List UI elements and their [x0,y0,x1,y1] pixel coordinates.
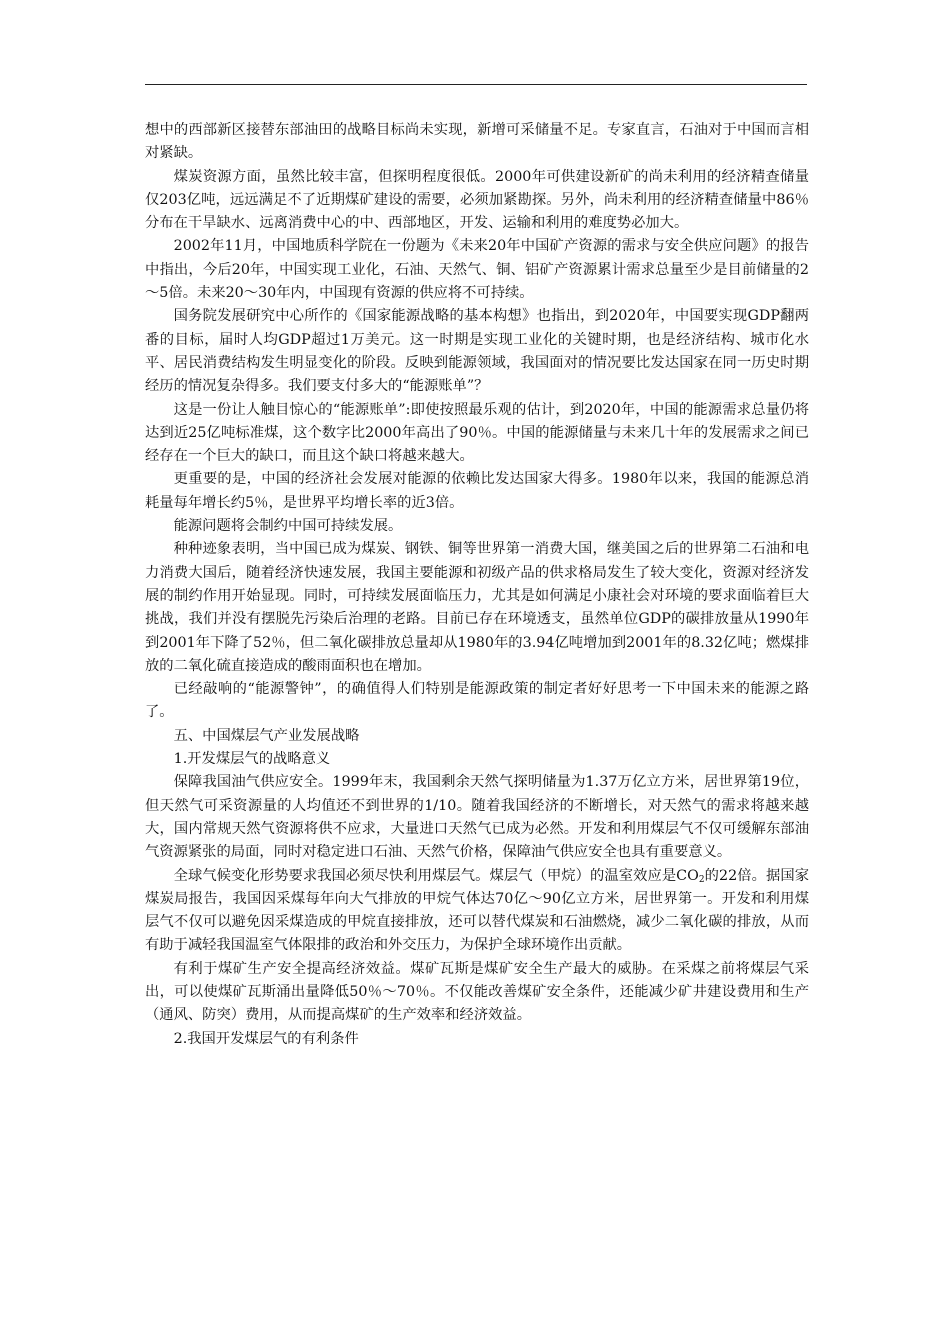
paragraph [145,865,809,958]
subsection-heading: 2.我国开发煤层气的有利条件 [173,1030,359,1047]
paragraph-text: 的22倍。据国家煤炭局报告，我国因采煤每年向大气排放的甲烷气体达70亿～90亿立方米，居世界第一。开发和利用煤层气不仅可以避免因采煤造成的甲烷直接排放，还可以替代煤炭和石油燃烧，减少二氧化碳的排放，从而有助于减轻我国温室气体限排的政治和外交压力，为保护全球环境作出贡献。 [145,867,809,954]
paragraph: 国务院发展研究中心所作的《国家能源战略的基本构想》也指出，到2020年，中国要实现GDP翻两番的目标，届时人均GDP超过1万美元。这一时期是实现工业化的关键时期，也是经济结构、城市化水平、居民消费结构发生明显变化的阶段。反映到能源领域，我国面对的情况要比发达国家在同一历史时期经历的情况复杂得多。我们要支付多大的“能源账单”？ [145,308,809,395]
paragraph: 2002年11月，中国地质科学院在一份题为《未来20年中国矿产资源的需求与安全供应问题》的报告中指出，今后20年，中国实现工业化，石油、天然气、铜、铝矿产资源累计需求总量至少是目前储量的2～5倍。未来20～30年内，中国现有资源的供应将不可持续。 [145,238,809,302]
paragraph: 已经敲响的“能源警钟”，的确值得人们特别是能源政策的制定者好好思考一下中国未来的能源之路了。 [145,681,809,721]
section-heading: 五、中国煤层气产业发展战略 [173,727,360,744]
paragraph: 有利于煤矿生产安全提高经济效益。煤矿瓦斯是煤矿安全生产最大的威胁。在采煤之前将煤层气采出，可以使煤矿瓦斯涌出量降低50％～70％。不仅能改善煤矿安全条件，还能减少矿井建设费用和生产（通风、防突）费用，从而提高煤矿的生产效率和经济效益。 [145,960,809,1024]
header-rule [145,84,807,85]
paragraph: 想中的西部新区接替东部油田的战略目标尚未实现，新增可采储量不足。专家直言，石油对于中国而言相对紧缺。 [145,122,809,162]
subscript: 2 [698,874,705,885]
paragraph: 能源问题将会制约中国可持续发展。 [173,518,403,535]
paragraph: 煤炭资源方面，虽然比较丰富，但探明程度很低。2000年可供建设新矿的尚未利用的经济精查储量仅203亿吨，远远满足不了近期煤矿建设的需要，必须加紧勘探。另外，尚未利用的经济精查储量中86％分布在干旱缺水、远离消费中心的中、西部地区，开发、运输和利用的难度势必加大。 [145,168,809,232]
paragraph: 这是一份让人触目惊心的“能源账单”:即使按照最乐观的估计，到2020年，中国的能源需求总量仍将达到近25亿吨标准煤，这个数字比2000年高出了90％。中国的能源储量与未来几十年的发展需求之间已经存在一个巨大的缺口，而且这个缺口将越来越大。 [145,401,809,465]
subsection-heading: 1.开发煤层气的战略意义 [173,751,331,768]
paragraph: 更重要的是，中国的经济社会发展对能源的依赖比发达国家大得多。1980年以来，我国的能源总消耗量每年增长约5％，是世界平均增长率的近3倍。 [145,471,809,511]
paragraph-text: 全球气候变化形势要求我国必须尽快利用煤层气。煤层气（甲烷）的温室效应是CO [173,867,699,884]
paragraph: 保障我国油气供应安全。1999年末，我国剩余天然气探明储量为1.37万亿立方米，居世界第19位，但天然气可采资源量的人均值还不到世界的1/10。随着我国经济的不断增长，对天然气的需求将越来越大，国内常规天然气资源将供不应求，大量进口天然气已成为必然。开发和利用煤层气不仅可缓解东部油气资源紧张的局面，同时对稳定进口石油、天然气价格，保障油气供应安全也具有重要意义。 [145,774,809,861]
body-text [145,119,809,1051]
paragraph: 种种迹象表明，当中国已成为煤炭、钢铁、铜等世界第一消费大国，继美国之后的世界第二石油和电力消费大国后，随着经济快速发展，我国主要能源和初级产品的供求格局发生了较大变化，资源对经济发展的制约作用开始显现。同时，可持续发展面临压力，尤其是如何满足小康社会对环境的要求面临着巨大挑战，我们并没有摆脱先污染后治理的老路。目前已存在环境透支，虽然单位GDP的碳排放量从1990年到2001年下降了52％，但二氧化碳排放总量却从1980年的3.94亿吨增加到2001年的8.32亿吨；燃煤排放的二氧化硫直接造成的酸雨面积也在增加。 [145,541,809,674]
